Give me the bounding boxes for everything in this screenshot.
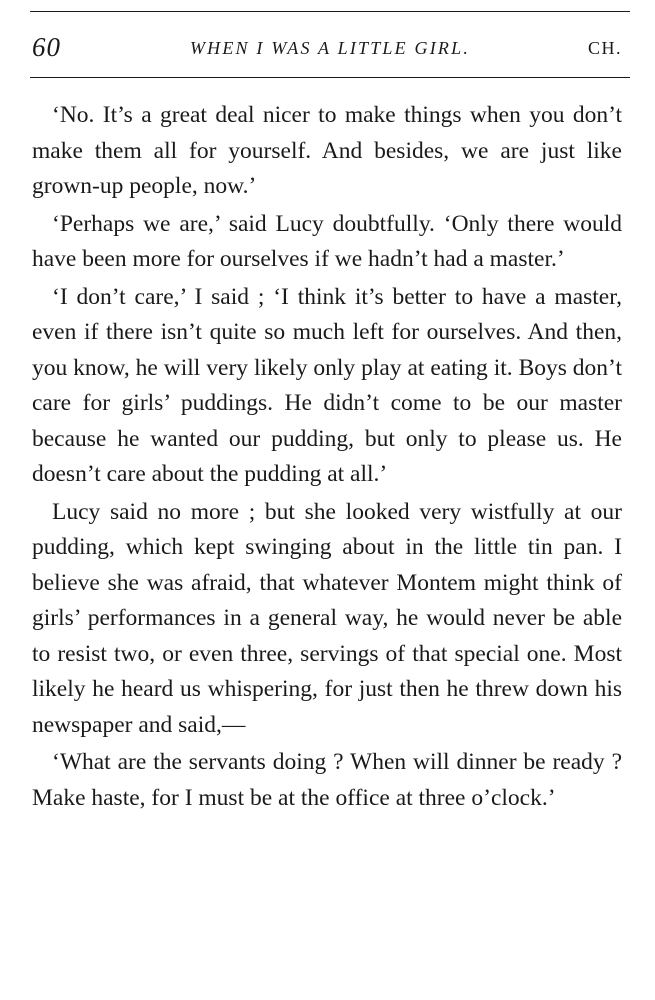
page-number: 60: [32, 32, 61, 62]
paragraph: Lucy said no more ; but she looked very wistfully at our pudding, which kept swinging about in the little tin pan. I believe she was afraid, that whatever Montem might think of girls’ performances in a general way, he would never be able to resist two, or even three, servings of that special one. Most likely he heard us whispering, for just then he threw down his newspaper and said,—: [32, 498, 622, 738]
paragraph: ‘No. It’s a great deal nicer to make things when you don’t make them all for yourself. And besides, we are just like grown-up people, now.’: [32, 102, 622, 199]
header-top-rule: [30, 11, 630, 12]
running-title: WHEN I WAS A LITTLE GIRL.: [189, 38, 471, 58]
paragraph: ‘I don’t care,’ I said ; ‘I think it’s better to have a master, even if there isn’t quite so much left for ourselves. And then, you know, he will very likely only play at eating it. Boys don’t care for girls’ puddings. He didn’t come to be our master because he wanted our pudding, but only to please us. He doesn’t care about the pudding at all.’: [32, 283, 622, 487]
body-text: [32, 98, 622, 818]
header-bottom-rule: [30, 77, 630, 78]
paragraph: ‘Perhaps we are,’ said Lucy doubtfully. ‘Only there would have been more for ourselves if we hadn’t had a master.’: [32, 210, 622, 272]
paragraph: ‘What are the servants doing ? When will dinner be ready ? Make haste, for I must be at the office at three o’clock.’: [32, 749, 622, 811]
running-head: [30, 32, 630, 66]
chapter-mark: CH.: [587, 38, 622, 58]
